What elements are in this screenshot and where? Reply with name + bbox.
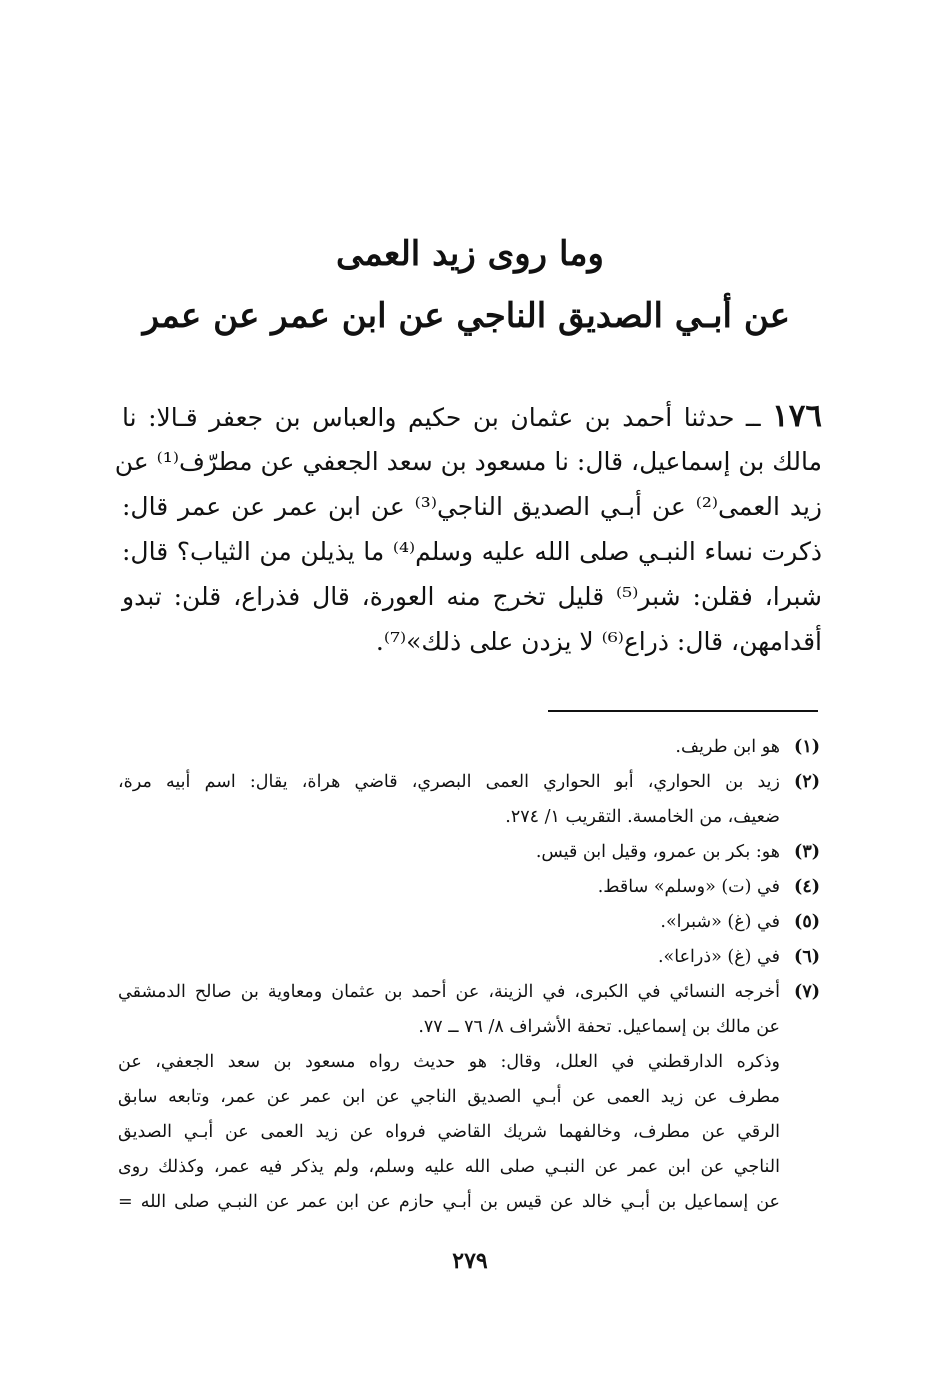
chapter-heading-line-2: عن أبـي الصديق الناجي عن ابن عمر عن عمر [142,296,790,336]
footnote-number: (٣) [794,842,820,862]
footnote-divider [548,710,818,712]
hadith-line-text: ــ حدثنا أحمد بن عثمان بن حكيم والعباس بن جعفر قـالا: نا [122,403,761,432]
footnote-6 [118,940,820,975]
footnote-7 [118,975,820,1220]
footnote-number: (٤) [794,877,820,897]
footnote-line: في (ت) «وسلم» ساقط. [597,877,780,897]
page-number: ٢٧٩ [452,1248,488,1274]
footnote-number: (١) [794,737,820,757]
footnote-line: الناجي عن ابن عمر عن النبـي صلى الله عليه وسلم، ولم يذكر فيه عمر، وكذلك روى [118,1157,780,1177]
footnotes [118,730,820,1220]
hadith-line: مالك بن إسماعيل، قال: نا مسعود بن سعد الجعفي عن مطرّف⁽¹⁾ عن [114,447,822,476]
footnote-number: (٥) [794,912,820,932]
footnote-number: (٦) [794,947,820,967]
footnote-4 [118,870,820,905]
footnote-line: زيد بن الحواري، أبو الحواري العمى البصري، قاضي هراة، يقال: اسم أبيه مرة، [118,772,780,792]
hadith-line: زيد العمى⁽²⁾ عن أبـي الصديق الناجي⁽³⁾ عن ابن عمر عن عمر قال: [122,492,823,521]
chapter-heading-line-1: وما روى زيد العمى [336,234,604,274]
footnote-number: (٧) [794,982,820,1002]
footnote-2 [118,765,820,835]
footnote-line: الرقي عن مطرف، وخالفهما شريك القاضي فرواه عن زيد العمى عن أبـي الصديق [118,1122,780,1142]
footnote-line: مطرف عن زيد العمى عن أبـي الصديق الناجي عن ابن عمر عن عمر، وتابعه سابق [118,1087,780,1107]
footnote-5 [118,905,820,940]
hadith-line: أقدامهن، قال: ذراع⁽⁶⁾ لا يزدن على ذلك»⁽⁷⁾. [375,627,822,656]
footnote-line: في (غ) «شبرا». [660,912,780,932]
footnote-line: وذكره الدارقطني في العلل، وقال: هو حديث رواه مسعود بن سعد الجعفي، عن [118,1052,780,1072]
hadith-line: ذكرت نساء النبـي صلى الله عليه وسلم⁽⁴⁾ ما يذيلن من الثياب؟ قال: [122,537,822,566]
hadith-number: ١٧٦ [772,398,822,434]
footnote-3 [118,835,820,870]
hadith-line [122,394,822,439]
footnote-line: أخرجه النسائي في الكبرى، في الزينة، عن أحمد بن عثمان ومعاوية بن صالح الدمشقي [118,982,780,1002]
footnote-line: هو ابن طريف. [675,737,780,757]
footnote-line: في (غ) «ذراعا». [657,947,780,967]
footnote-line: هو: بكر بن عمرو، وقيل ابن قيس. [535,842,780,862]
footnote-number: (٢) [794,772,820,792]
footnote-1 [118,730,820,765]
hadith-text [114,394,823,664]
footnote-line: ضعيف، من الخامسة. التقريب ١/ ٢٧٤. [505,807,780,827]
hadith-line: شبرا، فقلن: شبر⁽⁵⁾ قليل تخرج منه العورة، قال فذراع، قلن: تبدو [122,582,823,611]
footnote-line: عن إسماعيل بن أبـي خالد عن قيس بن أبـي حازم عن ابن عمر عن النبـي صلى الله = [118,1192,780,1212]
footnote-line: عن مالك بن إسماعيل. تحفة الأشراف ٨/ ٧٦ ــ ٧٧. [418,1017,780,1037]
